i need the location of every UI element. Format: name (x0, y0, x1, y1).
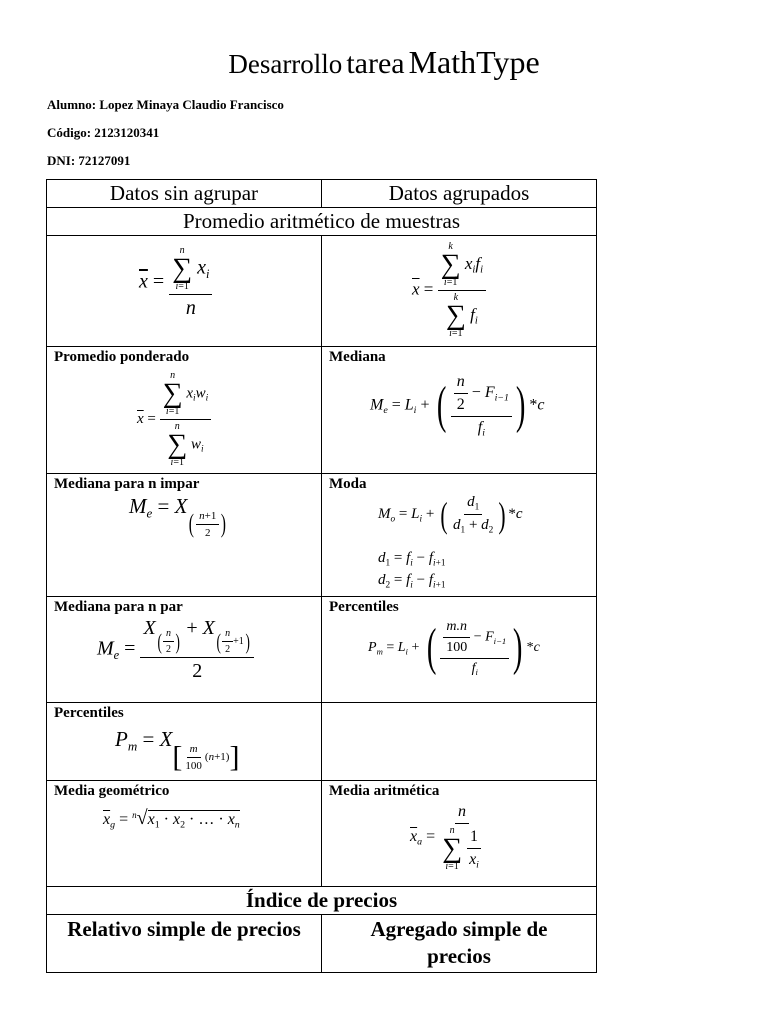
label-median-even: Mediana para n par (54, 599, 183, 615)
formula-table (46, 179, 597, 973)
col-header-grouped: Datos agrupados (322, 180, 597, 208)
formula-mean-grouped: $\overline{x}$ = k ∑ i=1 $x_if_i$ k ∑ i=1 $f_i$ (322, 236, 597, 347)
student-name: Alumno: Lopez Minaya Claudio Francisco (47, 97, 284, 112)
empty-cell (322, 703, 597, 781)
label-percentiles-ungrouped: Percentiles (54, 705, 124, 721)
formula-weighted-mean: $\overline{x}$ = n ∑ i=1 $x_iw_i$ n ∑ i=1 $w_i$ (137, 371, 211, 468)
formula-mode: $M_o = L_i$ + ( $\frac{d_1}{d_1 + d_2}$ ) *c (378, 494, 523, 536)
label-median-odd: Mediana para n impar (54, 476, 200, 492)
label-weighted-mean: Promedio ponderado (54, 349, 190, 365)
label-median: Mediana (329, 349, 386, 365)
label-arithmetic-mean: Media aritmética (329, 783, 440, 799)
formula-percentiles-ungrouped: $P_m = X_{[ \frac{m}{100} (n+1)]}$ (115, 727, 240, 774)
section-price-index: Índice de precios (47, 887, 597, 915)
col-agregado-simple: Agregado simple de precios (322, 915, 597, 973)
section-arithmetic-mean: Promedio aritmético de muestras (47, 208, 597, 236)
label-mode: Moda (329, 476, 367, 492)
formula-d2: $d_2 = f_i - f_{i+1}$ (378, 572, 446, 591)
col-relativo-simple: Relativo simple de precios (47, 915, 322, 973)
student-code: Código: 2123120341 (47, 125, 160, 140)
formula-d1: $d_1 = f_i - f_{i+1}$ (378, 550, 446, 569)
page-title: Desarrollo tarea MathType (228, 44, 540, 80)
formula-harmonic-mean: $\overline{x}_a$ = n n ∑ i=1 $\frac{1}{x_i}$ (410, 803, 485, 872)
col-header-ungrouped: Datos sin agrupar (47, 180, 322, 208)
label-geometric-mean: Media geométrico (54, 783, 170, 799)
formula-median-odd: $M_e = X_{( \frac{n+1}{2} )}$ (129, 494, 227, 539)
formula-median-even: $M_e$ = $X_{( \frac{n}{2} )} + X_{( \frac{n}{2} +1)}$ 2 (97, 617, 254, 683)
formula-mean-ungrouped: $\overline{x}$ = n ∑ i=1 $x_i$ n (47, 236, 322, 347)
student-dni: DNI: 72127091 (47, 153, 131, 168)
formula-percentiles-grouped: $P_m = L_i$ + ( $\frac{m.n}{100}$ − $F_{i-1}$ $f_i$ ) *c (368, 619, 540, 678)
formula-geometric-mean: $\overline{x}_g = ^n√x_1 \cdot x_2$ · … · $x_n$ (103, 807, 240, 831)
label-percentiles-grouped: Percentiles (329, 599, 399, 615)
formula-median: $M_e = L_i$ + ( $\frac{n}{2}$ − $F_{i-1}$ $f_i$ ) *c (370, 373, 545, 439)
